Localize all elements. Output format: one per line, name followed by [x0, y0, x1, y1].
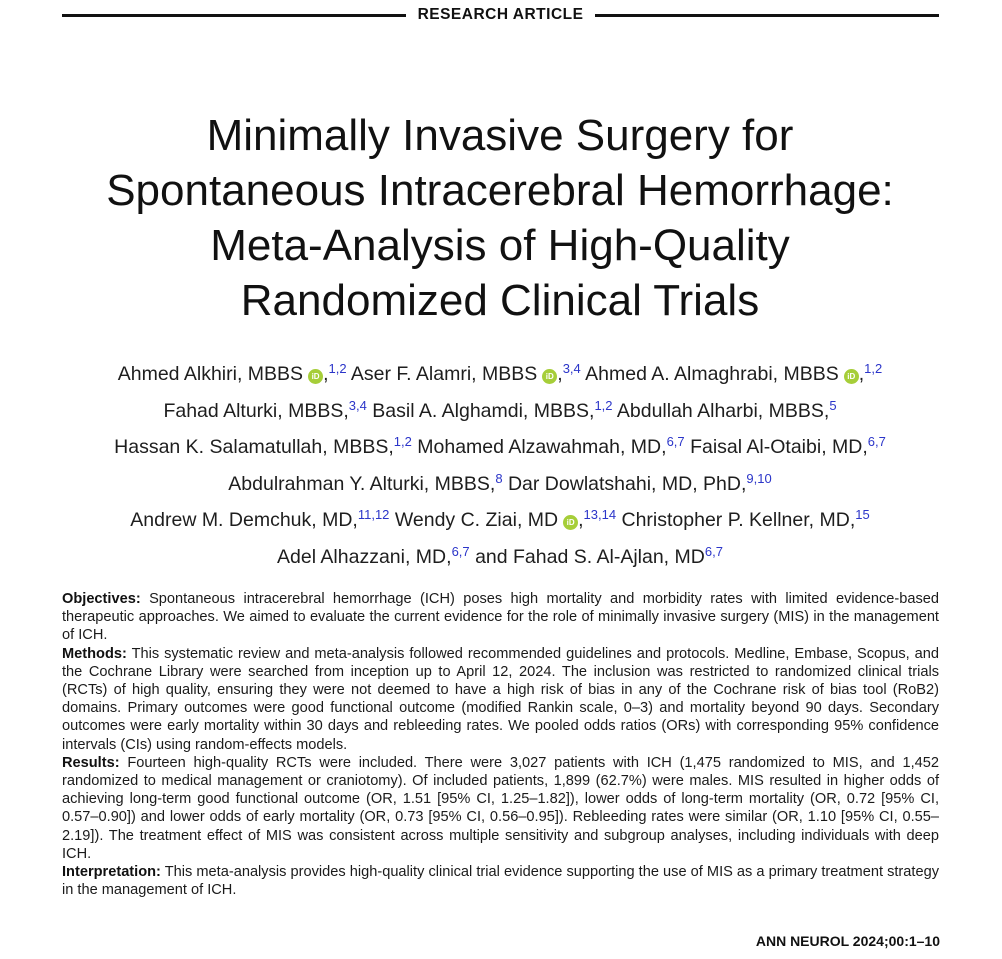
author-name: Dar Dowlatshahi, MD, PhD, — [507, 472, 747, 495]
author-name: Hassan K. Salamatullah, MBBS, — [114, 436, 394, 458]
author-name: Andrew M. Demchuk, MD, — [130, 509, 358, 531]
author-name: and Fahad S. Al-Ajlan, MD — [475, 545, 705, 568]
abstract-results — [62, 754, 939, 863]
author-affiliation[interactable]: 15 — [855, 507, 870, 522]
author-affiliation[interactable]: 1,2 — [864, 361, 883, 376]
abstract-text: Fourteen high-quality RCTs were included. There were 3,027 patients with ICH (1,475 randomized to MIS, and 1,452 randomized to medical management or craniotomy). Of included patients, 1,899 (62.7%) were males. MIS resulted in higher odds of achieving long-term good functional outcome (OR, 1.51 [95% CI, 1.25–1.82]), lower odds of long-term mortality (OR, 0.72 [95% CI, 0.57–0.90]) and lower odds of early mortality (OR, 0.73 [95% CI, 0.56–0.95]). Rebleeding rates were similar (OR, 1.10 [95% CI, 0.55–2.19]). The treatment effect of MIS was consistent across multiple sensitivity and subgroup analyses, including individuals with deep ICH. — [62, 754, 940, 862]
author-affiliation[interactable]: 6,7 — [666, 434, 685, 449]
author-name: Christopher P. Kellner, MD, — [621, 509, 856, 531]
author-line: Ahmed Alkhiri, MBBS iD ,$^{1,2}$ Aser F. Alamri, MBBS iD ,$^{3,4}$ Ahmed A. Almaghrabi, MBBS iD ,$^{1,2}$ — [117, 361, 883, 385]
author-name: Basil A. Alghamdi, MBBS, — [372, 399, 595, 422]
header-rule-left — [62, 14, 406, 17]
author-affiliation[interactable]: 6,7 — [704, 543, 723, 559]
author-line — [20, 393, 980, 430]
author-name: Adel Alhazzani, MD, — [277, 545, 452, 568]
author-affiliation[interactable]: 11,12 — [357, 507, 390, 522]
author-affiliation[interactable]: 13,14 — [583, 507, 617, 522]
author-affiliation[interactable]: 5 — [829, 397, 837, 413]
author-name: Ahmed Alkhiri, MBBS — [117, 363, 304, 385]
author-line — [20, 539, 980, 576]
header-rule-right — [595, 14, 939, 17]
author-affiliation[interactable]: 1,2 — [328, 361, 347, 376]
abstract — [62, 590, 939, 899]
abstract-heading: Methods: — [62, 645, 127, 662]
abstract-text: This systematic review and meta-analysis followed recommended guidelines and protocols. Medline, Embase, Scopus, and the Cochrane Library were searched from inception up to April 12, 2024. The inclusion was restricted to randomized clinical trials (RCTs) of high quality, ensuring they were not deemed to have a high risk of bias in any of the Cochrane risk of bias tool (RoB2) domains. Primary outcomes were good functional outcome (modified Rankin scale, 0–3) and mortality beyond 90 days. Secondary outcomes were early mortality within 30 days and rebleeding rates. We pooled odds ratios (ORs) with corresponding 95% confidence intervals (CIs) using random-effects models. — [62, 645, 940, 753]
abstract-text: This meta-analysis provides high-quality clinical trial evidence supporting the use of MIS as a primary treatment strategy in the management of ICH. — [62, 864, 939, 899]
author-affiliation[interactable]: 8 — [495, 470, 503, 486]
title-line: Randomized Clinical Trials — [240, 276, 760, 325]
author-affiliation[interactable]: 1,2 — [393, 434, 412, 449]
abstract-interpretation — [62, 863, 939, 899]
title-line: Spontaneous Intracerebral Hemorrhage: — [106, 166, 894, 215]
author-line — [20, 429, 980, 466]
author-affiliation[interactable]: 6,7 — [867, 434, 886, 449]
author-name: Ahmed A. Almaghrabi, MBBS — [585, 363, 839, 385]
title-line: Minimally Invasive Surgery for — [206, 111, 794, 160]
author-name: Aser F. Alamri, MBBS — [350, 363, 538, 385]
abstract-heading: Objectives: — [62, 591, 141, 607]
author-name: Faisal Al-Otaibi, MD, — [690, 436, 868, 458]
author-name: Mohamed Alzawahmah, MD, — [417, 436, 667, 458]
abstract-text: Spontaneous intracerebral hemorrhage (ICH) poses high mortality and morbidity rates with limited evidence-based therapeutic approaches. We aimed to evaluate the current evidence for the role of minimally invasive surgery (MIS) in the management of ICH. — [62, 591, 939, 644]
author-affiliation[interactable]: 1,2 — [594, 397, 613, 413]
abstract-heading: Interpretation: — [62, 864, 161, 881]
author-name: Wendy C. Ziai, MD — [394, 509, 559, 531]
abstract-methods — [62, 645, 939, 754]
section-label: RESEARCH ARTICLE — [417, 6, 584, 23]
orcid-icon[interactable]: iD — [542, 369, 557, 384]
article-title — [30, 108, 970, 328]
section-header — [62, 5, 939, 25]
author-name: Fahad Alturki, MBBS, — [163, 399, 349, 422]
orcid-icon[interactable]: iD — [844, 369, 859, 384]
author-line: Andrew M. Demchuk, MD,$^{11,12}$ Wendy C. Ziai, MD iD ,$^{13,14}$ Christopher P. Kellner, MD,$^{15}$ — [130, 507, 870, 531]
author-name: Abdullah Alharbi, MBBS, — [616, 399, 830, 422]
author-affiliation[interactable]: 9,10 — [746, 470, 772, 486]
author-list — [20, 356, 980, 575]
author-name: Abdulrahman Y. Alturki, MBBS, — [228, 472, 496, 495]
orcid-icon[interactable]: iD — [563, 515, 578, 530]
author-affiliation[interactable]: 3,4 — [348, 397, 367, 413]
author-line — [20, 466, 980, 503]
author-affiliation[interactable]: 3,4 — [562, 361, 581, 376]
orcid-icon[interactable]: iD — [308, 369, 323, 384]
author-affiliation[interactable]: 6,7 — [451, 543, 470, 559]
journal-citation: ANN NEUROL 2024;00:1–10 — [755, 933, 940, 949]
abstract-objectives — [62, 590, 939, 645]
abstract-heading: Results: — [62, 754, 120, 771]
title-line: Meta-Analysis of High-Quality — [210, 221, 790, 270]
